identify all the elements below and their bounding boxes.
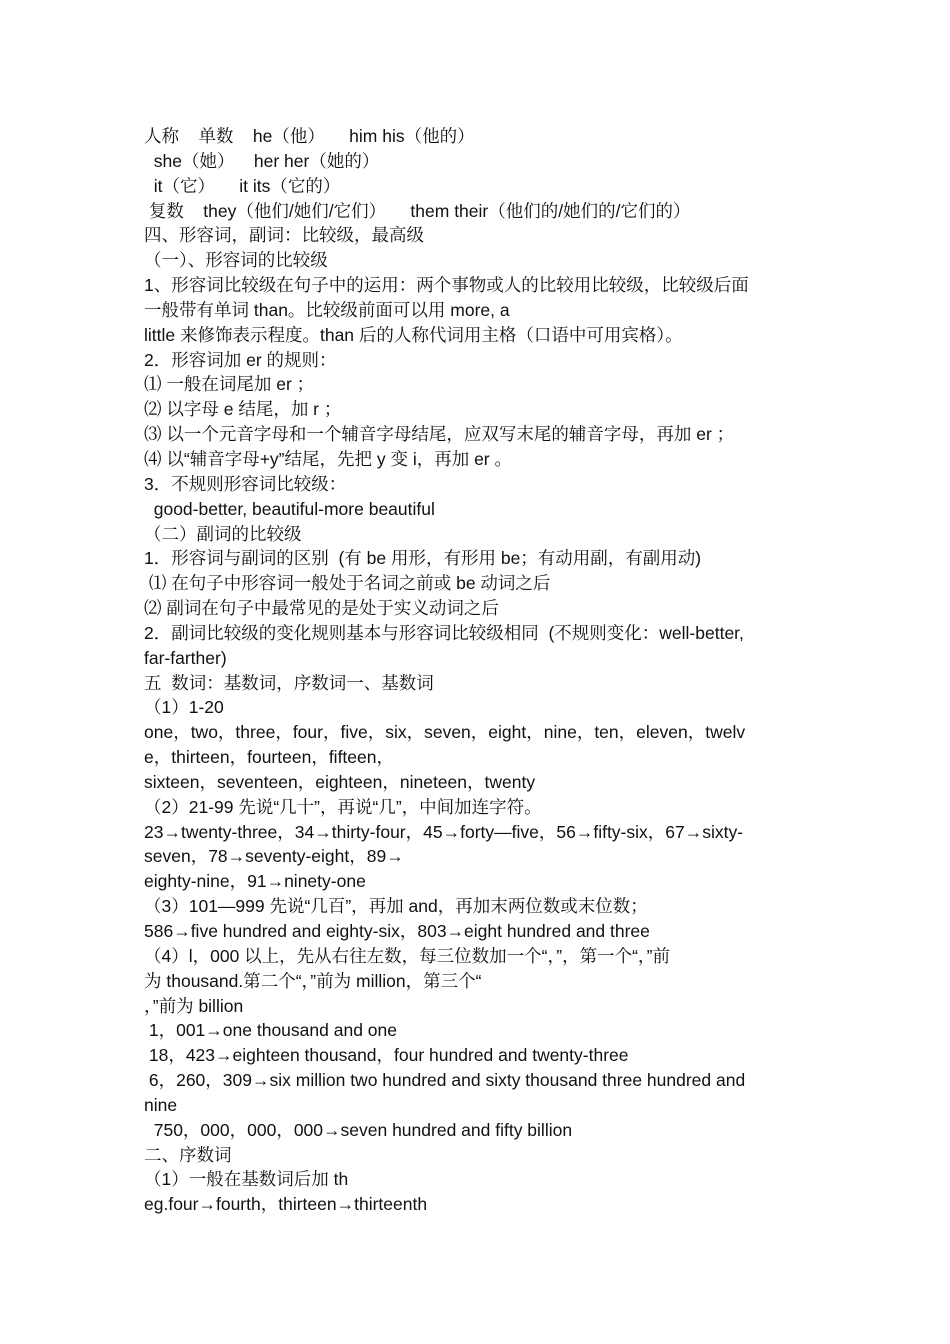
text-line: 人称 单数 he（他） him his（他的） — [144, 126, 475, 146]
text-line: 1，001→one thousand and one — [144, 1020, 397, 1041]
document-body — [144, 124, 814, 1217]
text-line: she（她） her her（她的） — [144, 150, 380, 171]
text-line: seven，78→seventy-eight，89→ — [144, 846, 404, 867]
text-line: ，”前为 billion — [144, 995, 244, 1016]
text-line: nine — [144, 1094, 178, 1115]
list-item: ⑴ 一般在词尾加 er ； — [144, 374, 315, 395]
text-line: sixteen，seventeen，eighteen，nineteen，twenty — [144, 771, 536, 792]
text-line: 2．副词比较级的变化规则基本与形容词比较级相同 (不规则变化：well-better, — [144, 622, 744, 643]
text-line: 1、形容词比较级在句子中的运用：两个事物或人的比较用比较级，比较级后面 — [144, 275, 749, 296]
text-line: （4）l，000 以上，先从右往左数，每三位数加一个“，”，第一个“，”前 — [144, 945, 670, 966]
text-line: 2．形容词加 er 的规则： — [144, 349, 337, 370]
list-item: ⑵ 以字母 e 结尾，加 r ； — [144, 399, 342, 420]
text-line: 一般带有单词 than。比较级前面可以用 more, a — [144, 299, 510, 320]
text-line: （3）101—999 先说“几百”，再加 and，再加末两位数或末位数； — [144, 896, 648, 917]
list-item: ⑶ 以一个元音字母和一个辅音字母结尾，应双写末尾的辅音字母，再加 er ； — [144, 424, 735, 445]
subsection-heading: （一）、形容词的比较级 — [144, 250, 328, 271]
subsection-heading: （二）副词的比较级 — [144, 523, 302, 544]
text-line: 3．不规则形容词比较级： — [144, 473, 347, 494]
text-line: 复数 they（他们/她们/它们） them their（他们的/她们的/它们的） — [144, 200, 691, 221]
text-line: good-better, beautiful-more beautiful — [144, 498, 435, 519]
text-line: 18，423→eighteen thousand，four hundred and twenty-three — [144, 1045, 629, 1066]
text-line: 6，260，309→six million two hundred and sixty thousand three hundred and — [144, 1070, 746, 1091]
text-line: 1．形容词与副词的区别 (有 be 用形，有形用 be；有动用副，有副用动) — [144, 548, 702, 569]
text-line: far-farther) — [144, 647, 227, 668]
text-line: （1）1-20 — [144, 697, 224, 718]
text-line: eg.four→fourth，thirteen→thirteenth — [144, 1194, 428, 1215]
text-line: 23→twenty-three，34→thirty-four，45→forty—five，56→fifty-six，67→sixty- — [144, 821, 744, 842]
text-line: （2）21-99 先说“几十”，再说“几”，中间加连字符。 — [144, 796, 542, 817]
list-item: ⑴ 在句子中形容词一般处于名词之前或 be 动词之后 — [144, 573, 551, 594]
list-item: ⑵ 副词在句子中最常见的是处于实义动词之后 — [144, 598, 499, 619]
text-line: 为 thousand.第二个“，”前为 million，第三个“ — [144, 970, 482, 991]
text-line: one，two，three，four，five，six，seven，eight，nine，ten，eleven，twelv — [144, 722, 746, 743]
text-line: it（它） it its（它的） — [144, 175, 341, 196]
text-line: 586→five hundred and eighty-six，803→eight hundred and three — [144, 921, 650, 941]
text-line: e，thirteen，fourteen，fifteen， — [144, 747, 394, 768]
text-line: eighty-nine，91→ninety-one — [144, 871, 366, 892]
text-line: 750，000，000，000→seven hundred and fifty billion — [144, 1119, 573, 1140]
text-line: （1）一般在基数词后加 th — [144, 1169, 349, 1190]
section-heading: 五 数词：基数词，序数词一、基数词 — [144, 672, 434, 693]
section-heading: 四、形容词，副词：比较级，最高级 — [144, 225, 424, 246]
list-item: ⑷ 以“辅音字母+y”结尾，先把 y 变 i，再加 er 。 — [144, 448, 512, 469]
text-line: little 来修饰表示程度。than 后的人称代词用主格（口语中可用宾格）。 — [144, 324, 683, 345]
section-heading: 二、序数词 — [144, 1144, 232, 1165]
